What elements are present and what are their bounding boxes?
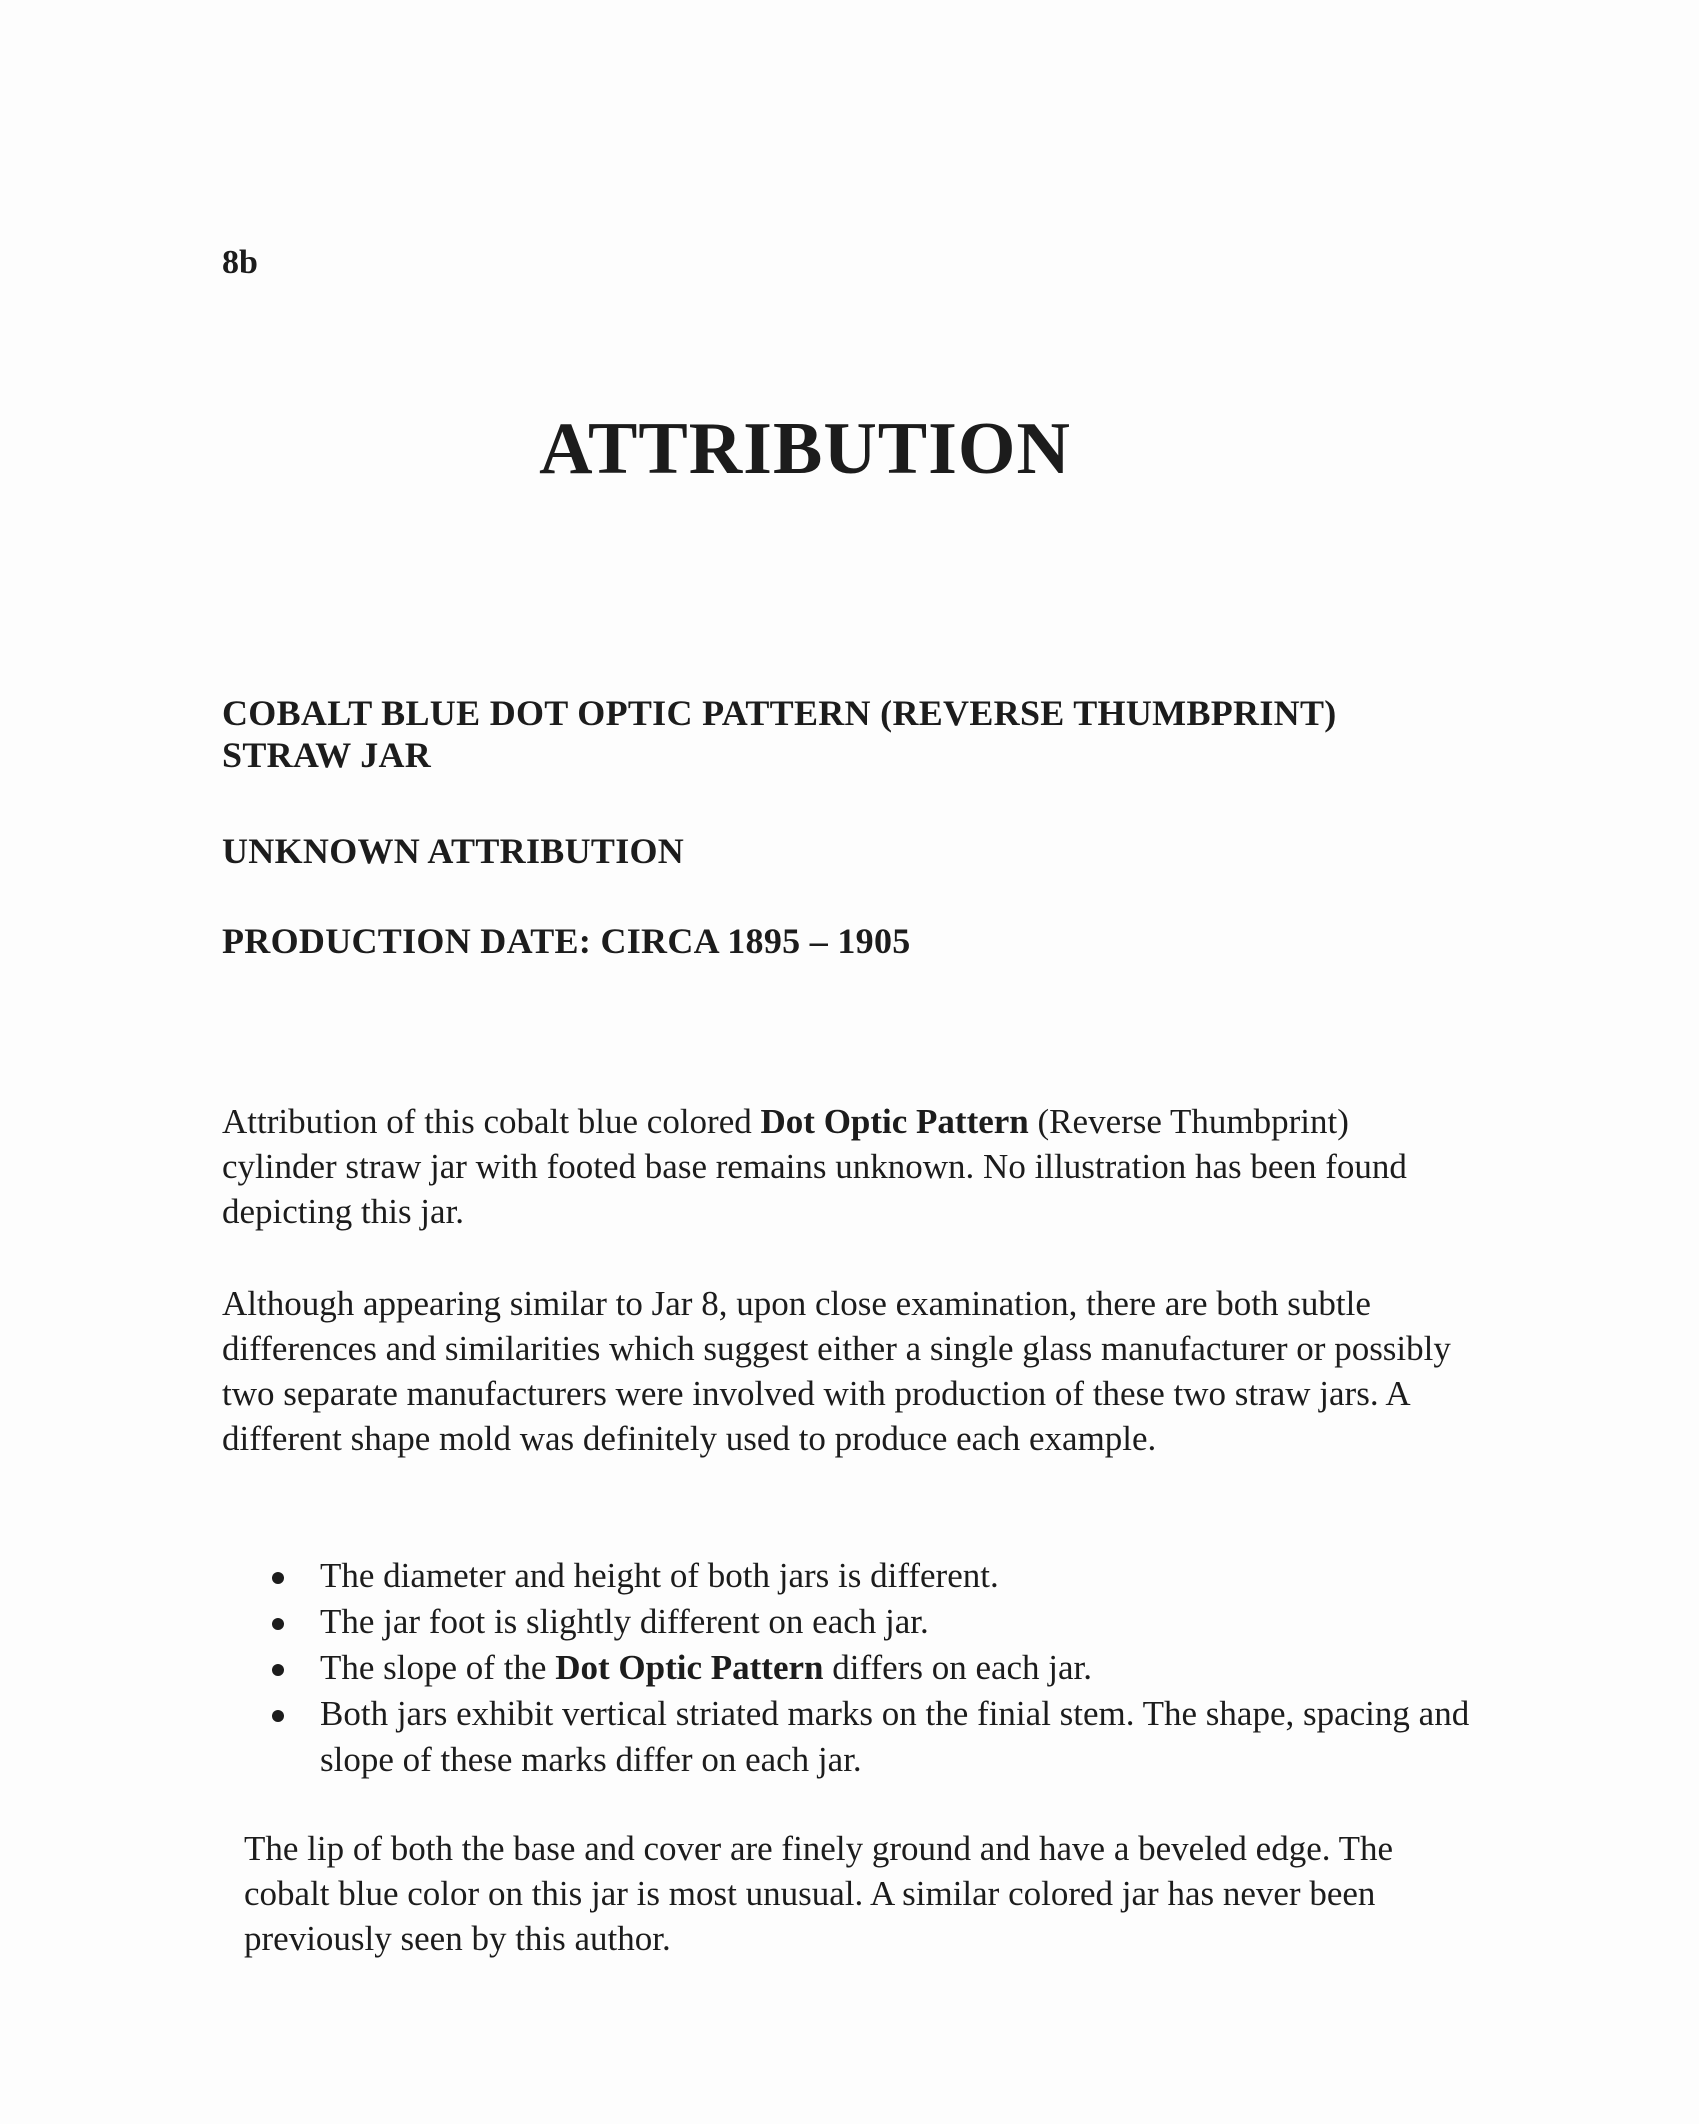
list-item-text: The jar foot is slightly different on each jar. [320, 1602, 929, 1641]
list-item-text-end: differs on each jar. [823, 1648, 1093, 1687]
list-item [222, 1599, 1482, 1645]
attribution-heading: UNKNOWN ATTRIBUTION [222, 831, 685, 871]
item-name-line-2: STRAW JAR [222, 735, 432, 775]
item-name-line-1: COBALT BLUE DOT OPTIC PATTERN (REVERSE THUMBPRINT) [222, 693, 1337, 733]
paragraph-lip-and-color: The lip of both the base and cover are finely ground and have a beveled edge. The cobalt blue color on this jar is most unusual. A similar colored jar has never been previously seen by this author. [244, 1829, 1394, 1958]
production-date-heading: PRODUCTION DATE: CIRCA 1895 – 1905 [222, 921, 911, 961]
list-item [222, 1553, 1482, 1599]
page-title: ATTRIBUTION [539, 408, 1071, 490]
list-item-text: The diameter and height of both jars is different. [320, 1556, 999, 1595]
paragraph-attribution [222, 1099, 1472, 1234]
differences-list [222, 1553, 1482, 1783]
bullet-icon [272, 1710, 284, 1722]
list-item [222, 1645, 1482, 1691]
item-name-heading [222, 692, 1482, 776]
paragraph-1-text-end: (Reverse Thumbprint) cylinder straw jar with footed base remains unknown. No illustration has been found depicting this jar. [222, 1102, 1407, 1231]
list-item-text: Both jars exhibit vertical striated marks on the finial stem. The shape, spacing and slope of these marks differ on each jar. [320, 1694, 1470, 1779]
page-number: 8b [222, 244, 258, 281]
list-item-text-start: The slope of the [320, 1648, 556, 1687]
bullet-icon [272, 1618, 284, 1630]
bullet-icon [272, 1664, 284, 1676]
paragraph-1-text-start: Attribution of this cobalt blue colored [222, 1102, 761, 1141]
list-item [222, 1691, 1482, 1783]
bullet-icon [272, 1572, 284, 1584]
paragraph-1-bold-term: Dot Optic Pattern [760, 1102, 1029, 1141]
paragraph-comparison: Although appearing similar to Jar 8, upon close examination, there are both subtle differences and similarities which suggest either a single glass manufacturer or possibly two separate manufacturers were involved with production of these two straw jars. A different shape mold was definitely used to produce each example. [222, 1284, 1451, 1458]
list-item-bold-term: Dot Optic Pattern [555, 1648, 824, 1687]
